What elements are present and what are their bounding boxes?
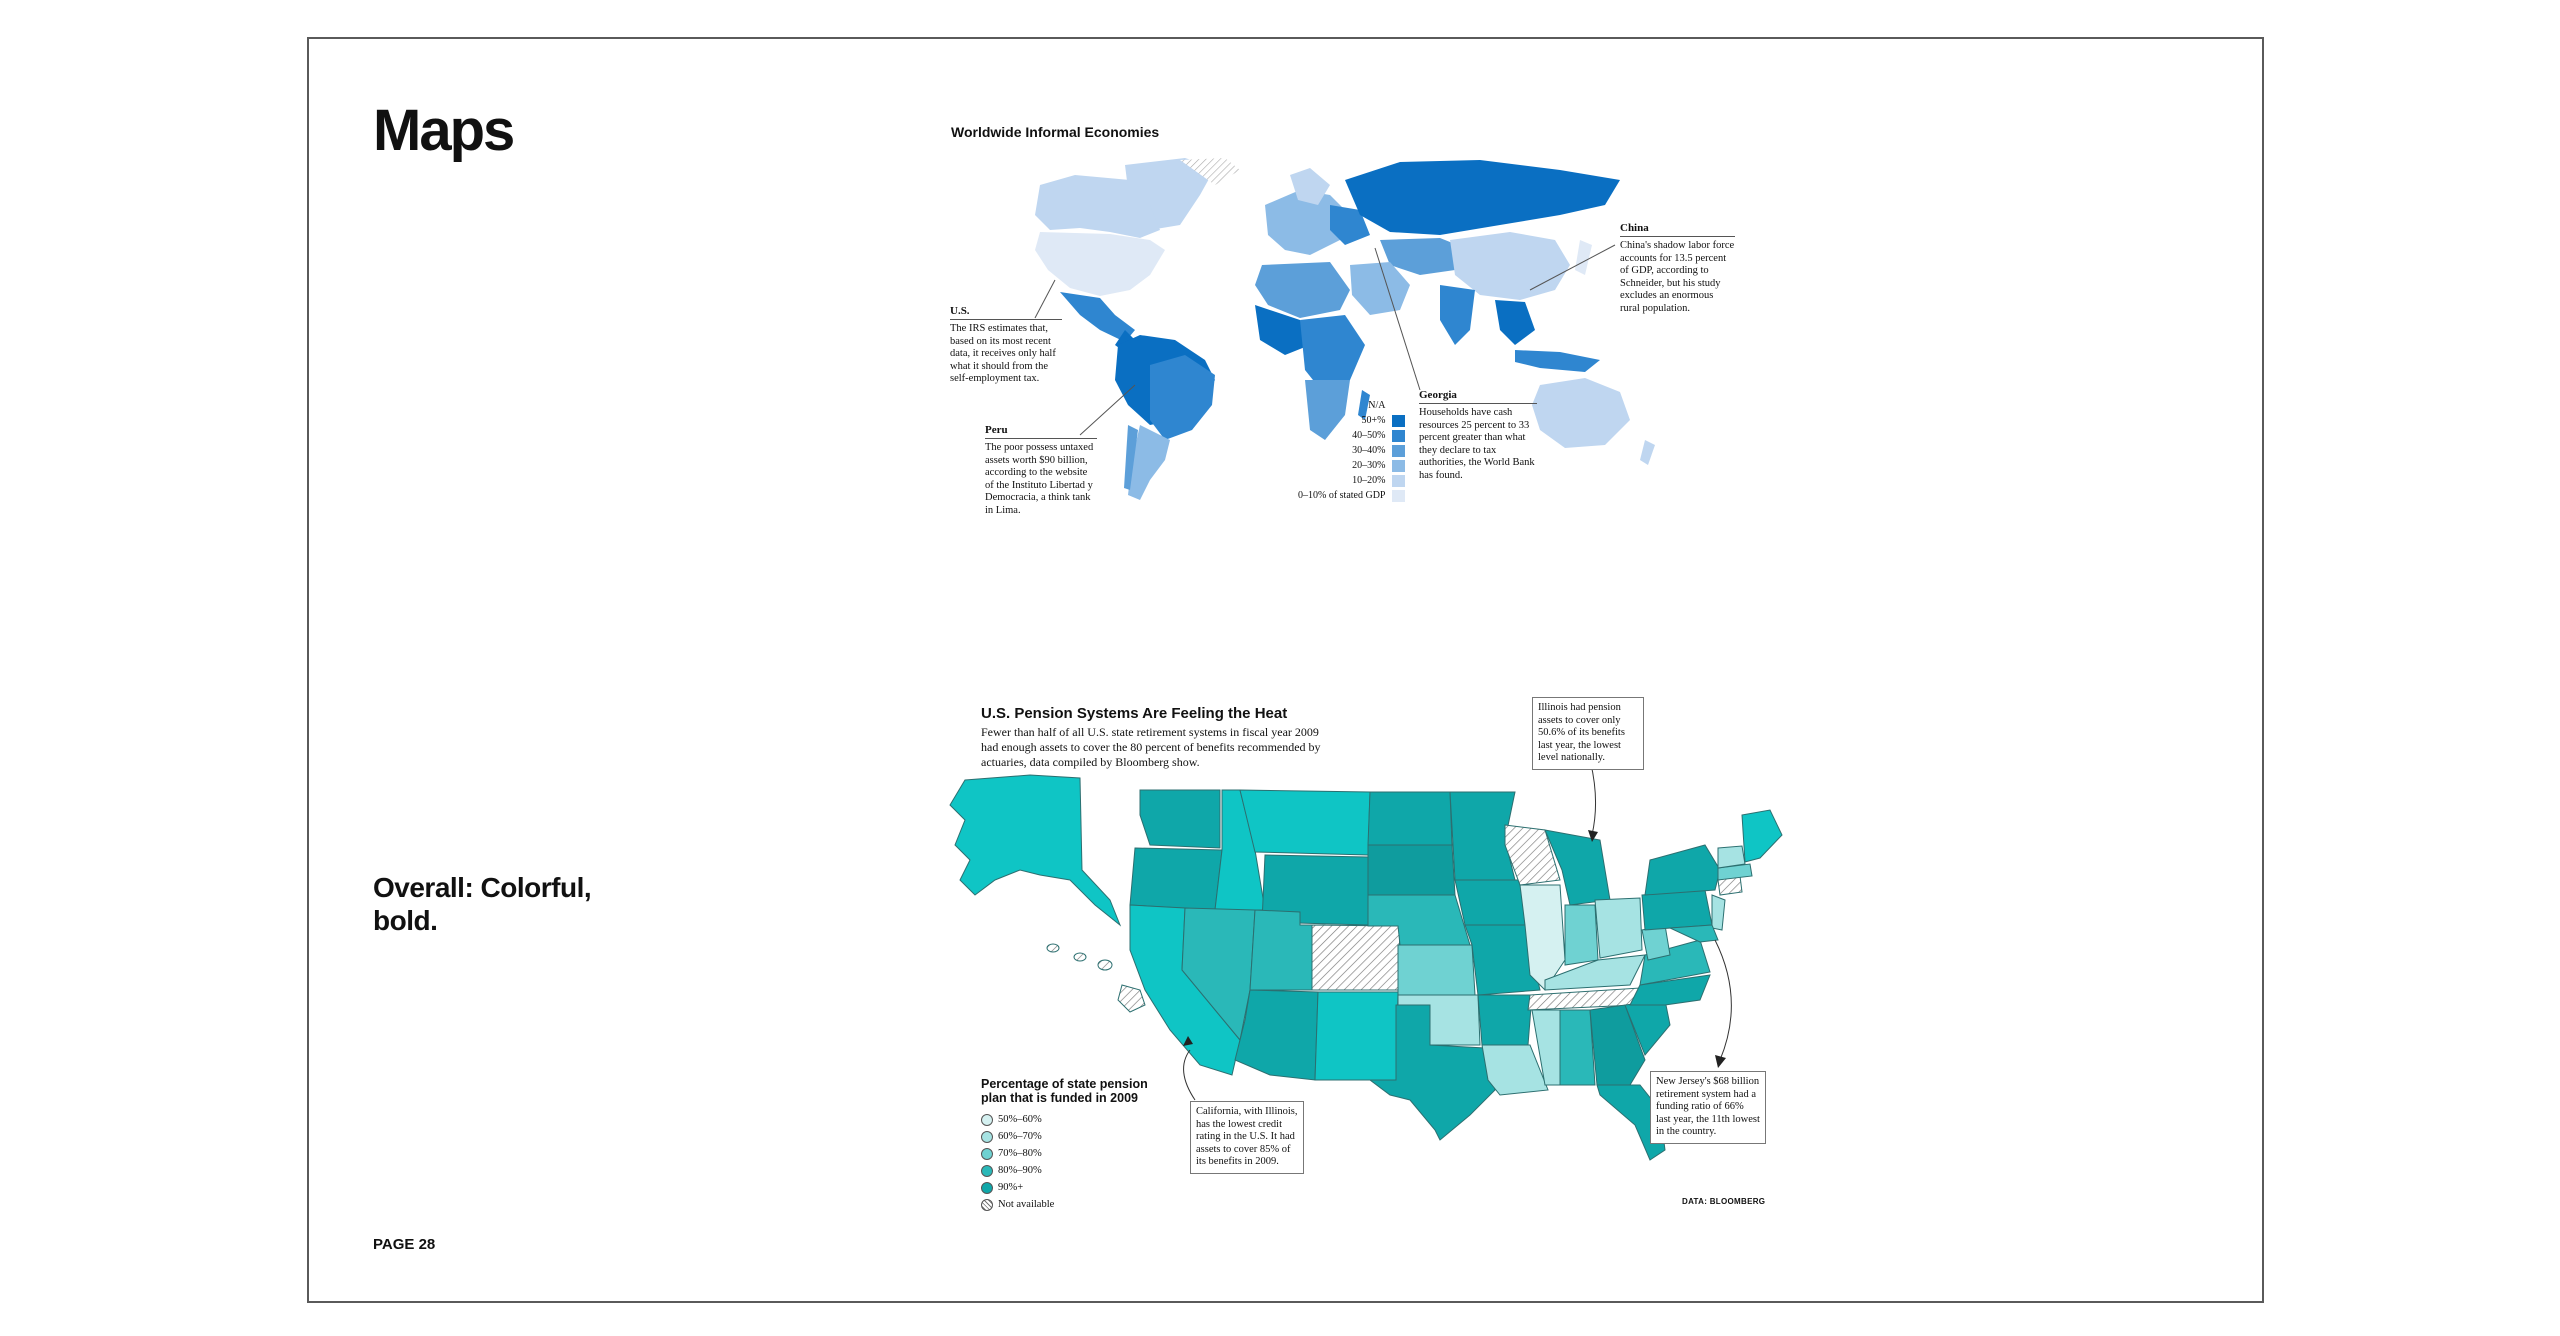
- state-arizona: [1235, 990, 1318, 1080]
- state-oregon: [1130, 848, 1222, 910]
- peru-annotation-head: Peru: [985, 424, 1097, 439]
- data-credit: DATA: BLOOMBERG: [1682, 1197, 1766, 1206]
- legend-label: 10–20%: [1352, 475, 1386, 486]
- pension-map-subtitle: Fewer than half of all U.S. state retirement systems in fiscal year 2009 had enough assets to cover the 80 percent of benefits recommended by actuaries, data compiled by Bloomberg show.: [981, 725, 1321, 769]
- state-ohio: [1595, 898, 1642, 958]
- legend-dot: [981, 1148, 993, 1160]
- page-number: PAGE 28: [373, 1236, 436, 1253]
- us-annotation-body: The IRS estimates that, based on its most recent data, it receives only half what it should from the self-employment tax.: [950, 323, 1056, 384]
- legend-dot: [981, 1165, 993, 1177]
- legend-dot: [981, 1114, 993, 1126]
- pension-map-legend: [981, 1077, 1161, 1213]
- us-annotation-head: U.S.: [950, 305, 1062, 320]
- nj-callout-arrow: [1715, 940, 1731, 1060]
- state-new-york: [1645, 845, 1720, 895]
- state-montana: [1240, 790, 1370, 855]
- legend-dot: [981, 1131, 993, 1143]
- new-jersey-callout: New Jersey's $68 billion retirement system had a funding ratio of 66% last year, the 11th lowest in the country.: [1650, 1071, 1766, 1144]
- legend-label: 90%+: [998, 1182, 1024, 1193]
- overall-note: Overall: Colorful, bold.: [373, 872, 592, 936]
- georgia-annotation-body: Households have cash resources 25 percent to 33 percent greater than what they declare to tax authorities, the World Bank has found.: [1419, 407, 1535, 481]
- illinois-callout: Illinois had pension assets to cover only 50.6% of its benefits last year, the lowest level nationally.: [1532, 697, 1644, 770]
- state-indiana: [1565, 905, 1598, 965]
- legend-label: 20–30%: [1352, 460, 1386, 471]
- legend-dot: [981, 1182, 993, 1194]
- legend-label: 50+%: [1361, 415, 1386, 426]
- state-north-dakota: [1368, 792, 1452, 845]
- state-new-mexico: [1315, 992, 1398, 1080]
- state-hawaii-3: [1098, 960, 1112, 970]
- state-kansas: [1398, 945, 1475, 995]
- page-title: Maps: [373, 98, 514, 163]
- state-iowa: [1455, 880, 1525, 925]
- state-pennsylvania: [1642, 890, 1712, 930]
- china-annotation-head: China: [1620, 222, 1735, 237]
- peru-annotation-body: The poor possess untaxed assets worth $90 billion, according to the website of the Instituto Libertad y Democracia, a think tank in Lima.: [985, 442, 1094, 516]
- state-vermont-nh: [1718, 846, 1745, 868]
- legend-label: 50%–60%: [998, 1114, 1042, 1125]
- legend-label: 40–50%: [1352, 430, 1386, 441]
- state-colorado: [1312, 925, 1400, 990]
- pension-map-title: U.S. Pension Systems Are Feeling the Heat: [981, 705, 1288, 722]
- legend-label: Not available: [998, 1199, 1055, 1210]
- world-map-title: Worldwide Informal Economies: [951, 124, 1160, 140]
- legend-label: 30–40%: [1352, 445, 1386, 456]
- state-arkansas: [1478, 995, 1532, 1045]
- state-hawaii-2: [1074, 953, 1086, 961]
- nj-arrowhead: [1715, 1055, 1726, 1068]
- state-hawaii-big: [1118, 985, 1145, 1012]
- georgia-annotation-head: Georgia: [1419, 389, 1537, 404]
- illinois-callout-arrow: [1590, 760, 1596, 835]
- state-south-dakota: [1368, 845, 1455, 895]
- legend-label: 80%–90%: [998, 1165, 1042, 1176]
- legend-label: 70%–80%: [998, 1148, 1042, 1159]
- legend-label: N/A: [1368, 400, 1386, 411]
- pension-legend-title: Percentage of state pension plan that is funded in 2009: [981, 1077, 1148, 1105]
- state-hawaii-1: [1047, 944, 1059, 952]
- china-annotation-body: China's shadow labor force accounts for 13.5 percent of GDP, according to Schneider, but his study excludes an enormous rural population.: [1620, 240, 1735, 314]
- legend-row: [981, 1145, 1161, 1162]
- legend-label: 0–10% of stated GDP: [1298, 490, 1386, 501]
- state-new-jersey: [1712, 895, 1725, 930]
- legend-row: [981, 1111, 1161, 1128]
- legend-label: 60%–70%: [998, 1131, 1042, 1142]
- state-maryland-delaware: [1670, 925, 1718, 942]
- legend-dot-hatched: [981, 1199, 993, 1211]
- state-alabama: [1560, 1010, 1595, 1085]
- state-washington: [1140, 790, 1220, 848]
- legend-row: [981, 1162, 1161, 1179]
- legend-row: [981, 1196, 1161, 1213]
- legend-row: [981, 1128, 1161, 1145]
- state-alaska: [950, 775, 1120, 925]
- legend-row: [981, 1179, 1161, 1196]
- state-maine: [1742, 810, 1782, 862]
- california-callout: California, with Illinois, has the lowest credit rating in the U.S. It had assets to cover 85% of its benefits in 2009.: [1190, 1101, 1304, 1174]
